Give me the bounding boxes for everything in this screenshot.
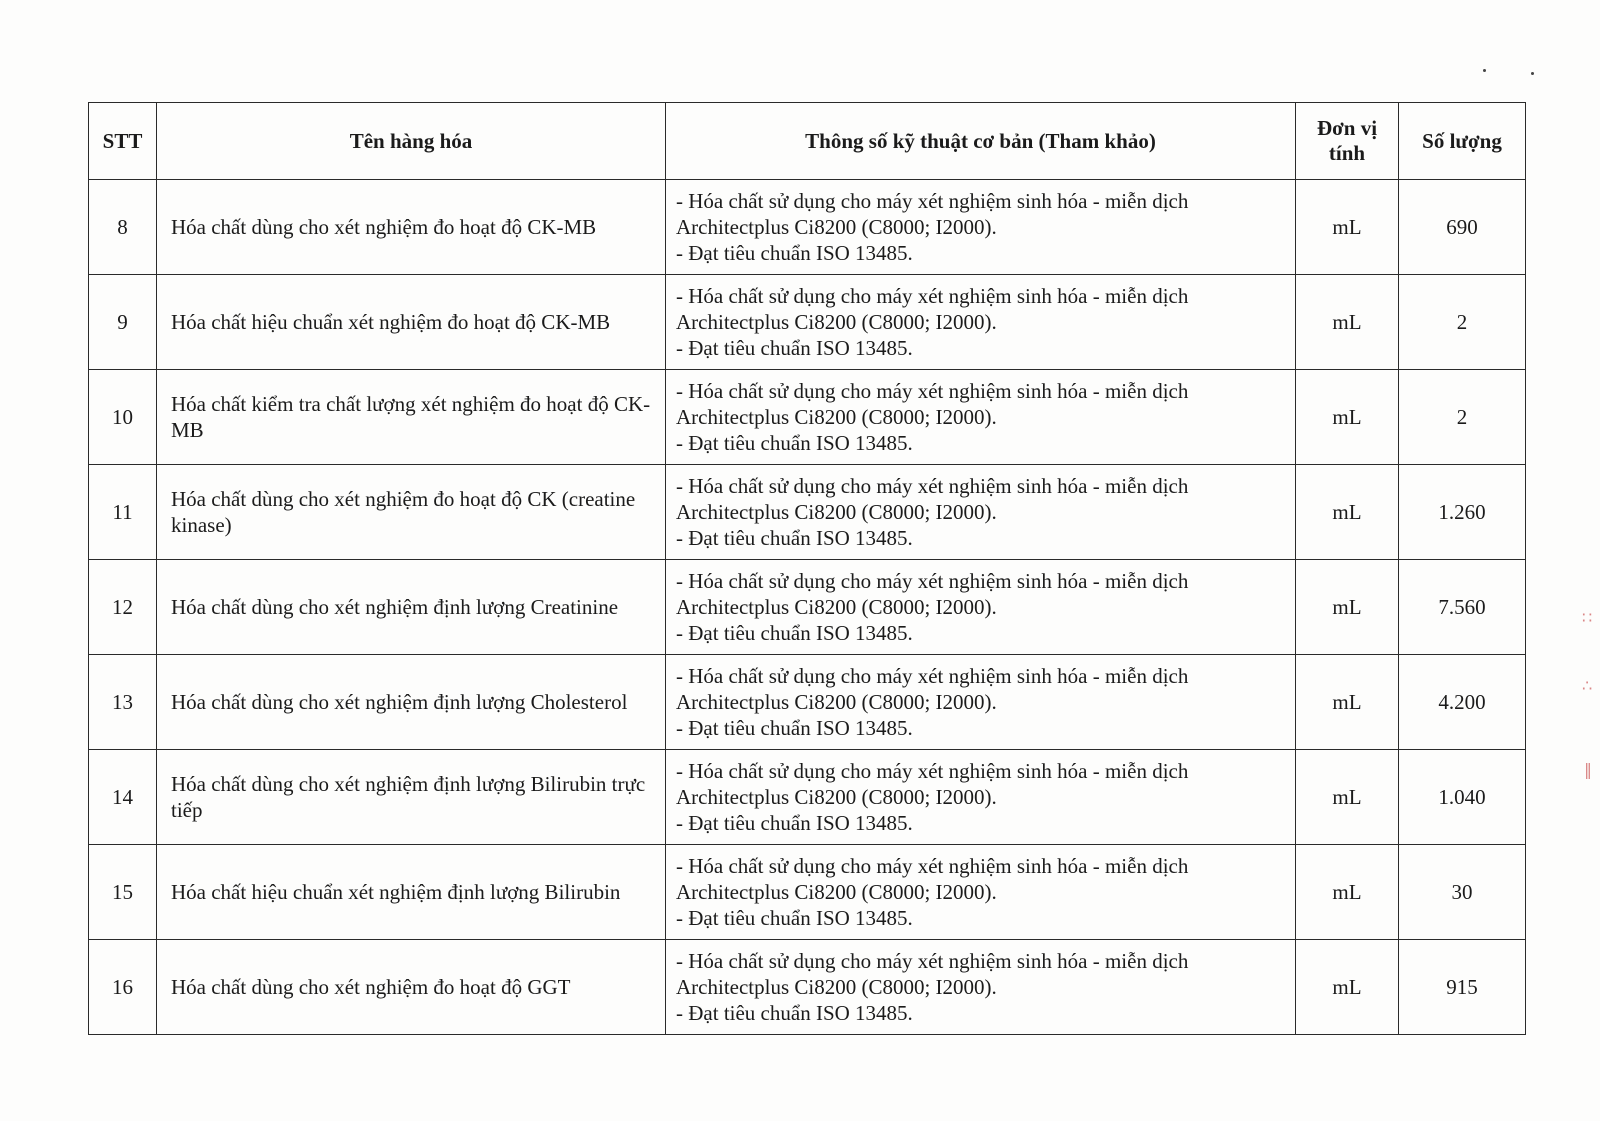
row-unit: mL [1296,655,1399,750]
row-stt: 12 [89,560,157,655]
seal-edge-mark: ‖ [1584,760,1592,779]
row-name: Hóa chất dùng cho xét nghiệm định lượng Cholesterol [157,655,666,750]
spec-line-2: Architectplus Ci8200 (C8000; I2000). [676,405,997,429]
spec-line-1: - Hóa chất sử dụng cho máy xét nghiệm sinh hóa - miễn dịch [676,379,1189,403]
spec-line-1: - Hóa chất sử dụng cho máy xét nghiệm sinh hóa - miễn dịch [676,949,1189,973]
row-spec [666,940,1296,1035]
spec-line-2: Architectplus Ci8200 (C8000; I2000). [676,310,997,334]
row-name: Hóa chất hiệu chuẩn xét nghiệm định lượng Bilirubin [157,845,666,940]
spec-line-1: - Hóa chất sử dụng cho máy xét nghiệm sinh hóa - miễn dịch [676,474,1189,498]
row-unit: mL [1296,560,1399,655]
row-spec [666,845,1296,940]
row-stt: 16 [89,940,157,1035]
row-stt: 10 [89,370,157,465]
table-row [89,655,1526,750]
spec-line-3: - Đạt tiêu chuẩn ISO 13485. [676,526,913,550]
row-name: Hóa chất dùng cho xét nghiệm định lượng Creatinine [157,560,666,655]
row-qty: 2 [1399,370,1526,465]
row-qty: 4.200 [1399,655,1526,750]
scan-speck [1483,69,1486,72]
spec-line-3: - Đạt tiêu chuẩn ISO 13485. [676,241,913,265]
row-spec [666,370,1296,465]
table-row [89,275,1526,370]
table-row [89,750,1526,845]
row-name: Hóa chất hiệu chuẩn xét nghiệm đo hoạt độ CK-MB [157,275,666,370]
row-name: Hóa chất dùng cho xét nghiệm đo hoạt độ CK (creatine kinase) [157,465,666,560]
row-unit: mL [1296,180,1399,275]
table-row [89,845,1526,940]
row-spec [666,465,1296,560]
spec-line-3: - Đạt tiêu chuẩn ISO 13485. [676,431,913,455]
header-unit-line1: Đơn vị [1316,116,1378,140]
spec-line-1: - Hóa chất sử dụng cho máy xét nghiệm sinh hóa - miễn dịch [676,569,1189,593]
row-qty: 7.560 [1399,560,1526,655]
spec-line-1: - Hóa chất sử dụng cho máy xét nghiệm sinh hóa - miễn dịch [676,759,1189,783]
row-qty: 1.040 [1399,750,1526,845]
row-stt: 15 [89,845,157,940]
spec-line-2: Architectplus Ci8200 (C8000; I2000). [676,880,997,904]
row-name: Hóa chất kiểm tra chất lượng xét nghiệm đo hoạt độ CK-MB [157,370,666,465]
spec-line-3: - Đạt tiêu chuẩn ISO 13485. [676,621,913,645]
row-spec [666,180,1296,275]
row-unit: mL [1296,940,1399,1035]
row-stt: 14 [89,750,157,845]
table-row [89,180,1526,275]
scan-speck [1531,72,1534,75]
row-unit: mL [1296,370,1399,465]
row-spec [666,560,1296,655]
table-row [89,940,1526,1035]
table-row [89,560,1526,655]
table-row [89,465,1526,560]
row-spec [666,655,1296,750]
row-stt: 9 [89,275,157,370]
seal-edge-mark: ∷ [1582,608,1593,627]
row-stt: 13 [89,655,157,750]
table-header-row [89,103,1526,180]
row-name: Hóa chất dùng cho xét nghiệm đo hoạt độ CK-MB [157,180,666,275]
spec-line-1: - Hóa chất sử dụng cho máy xét nghiệm sinh hóa - miễn dịch [676,854,1189,878]
row-qty: 915 [1399,940,1526,1035]
row-name: Hóa chất dùng cho xét nghiệm định lượng Bilirubin trực tiếp [157,750,666,845]
spec-line-1: - Hóa chất sử dụng cho máy xét nghiệm sinh hóa - miễn dịch [676,189,1189,213]
spec-line-1: - Hóa chất sử dụng cho máy xét nghiệm sinh hóa - miễn dịch [676,664,1189,688]
spec-line-2: Architectplus Ci8200 (C8000; I2000). [676,215,997,239]
spec-line-2: Architectplus Ci8200 (C8000; I2000). [676,500,997,524]
spec-line-3: - Đạt tiêu chuẩn ISO 13485. [676,336,913,360]
header-stt: STT [89,103,157,180]
spec-line-3: - Đạt tiêu chuẩn ISO 13485. [676,811,913,835]
spec-line-3: - Đạt tiêu chuẩn ISO 13485. [676,716,913,740]
spec-line-2: Architectplus Ci8200 (C8000; I2000). [676,975,997,999]
row-stt: 11 [89,465,157,560]
row-qty: 690 [1399,180,1526,275]
row-qty: 1.260 [1399,465,1526,560]
spec-line-2: Architectplus Ci8200 (C8000; I2000). [676,785,997,809]
header-qty: Số lượng [1399,103,1526,180]
header-name: Tên hàng hóa [157,103,666,180]
row-qty: 30 [1399,845,1526,940]
header-unit [1296,103,1399,180]
spec-line-2: Architectplus Ci8200 (C8000; I2000). [676,595,997,619]
row-stt: 8 [89,180,157,275]
row-unit: mL [1296,845,1399,940]
row-spec [666,750,1296,845]
row-name: Hóa chất dùng cho xét nghiệm đo hoạt độ GGT [157,940,666,1035]
table-row [89,370,1526,465]
spec-line-1: - Hóa chất sử dụng cho máy xét nghiệm sinh hóa - miễn dịch [676,284,1189,308]
spec-line-3: - Đạt tiêu chuẩn ISO 13485. [676,906,913,930]
row-unit: mL [1296,750,1399,845]
row-unit: mL [1296,465,1399,560]
spec-line-2: Architectplus Ci8200 (C8000; I2000). [676,690,997,714]
spec-line-3: - Đạt tiêu chuẩn ISO 13485. [676,1001,913,1025]
row-unit: mL [1296,275,1399,370]
header-unit-line2: tính [1328,141,1366,165]
row-qty: 2 [1399,275,1526,370]
goods-table [88,102,1526,1035]
header-spec: Thông số kỹ thuật cơ bản (Tham khảo) [666,103,1296,180]
row-spec [666,275,1296,370]
seal-edge-mark: ∴ [1582,676,1593,695]
